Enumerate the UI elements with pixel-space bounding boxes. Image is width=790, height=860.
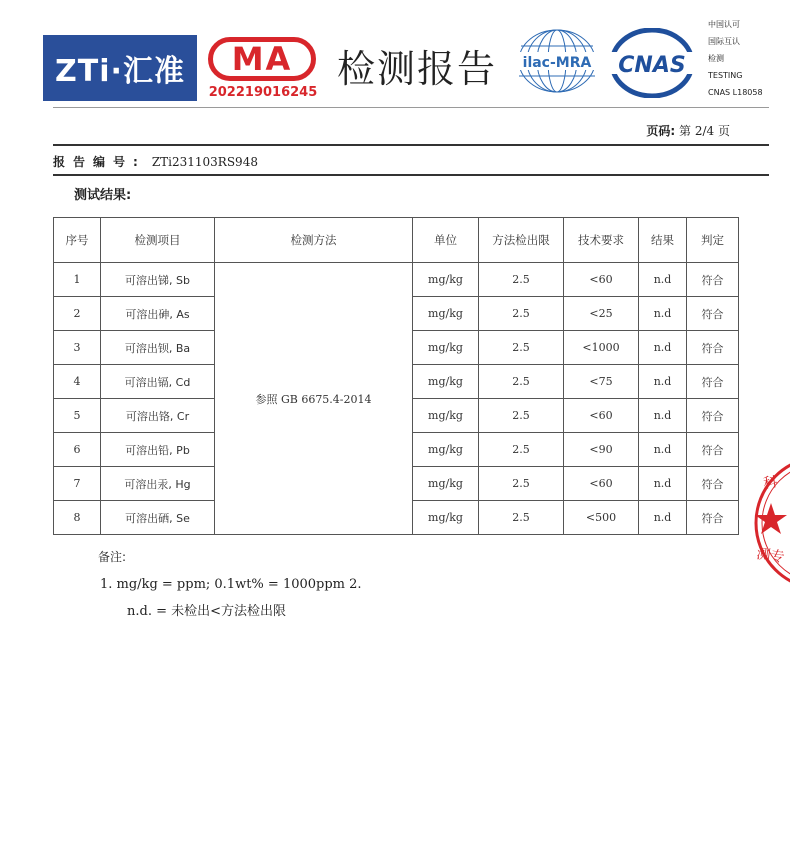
seal-star-icon (755, 503, 787, 534)
cell-requirement: <25 (564, 297, 639, 331)
cnas-info-line: CNAS L18058 (708, 88, 763, 97)
cma-number: 202219016245 (208, 85, 318, 100)
cell-limit: 2.5 (479, 433, 564, 467)
cell-requirement: <1000 (564, 331, 639, 365)
cell-limit: 2.5 (479, 365, 564, 399)
report-number-value: ZTi231103RS948 (151, 154, 258, 169)
cnas-info-line: 检测 (708, 54, 724, 63)
cell-result: n.d (639, 501, 687, 535)
cnas-info-line: 中国认可 (708, 20, 740, 29)
cell-verdict: 符合 (687, 501, 739, 535)
cell-verdict: 符合 (687, 331, 739, 365)
cell-requirement: <60 (564, 467, 639, 501)
cell-verdict: 符合 (687, 399, 739, 433)
cell-result: n.d (639, 467, 687, 501)
cell-no: 4 (54, 365, 101, 399)
inspection-seal (750, 458, 790, 588)
cell-no: 7 (54, 467, 101, 501)
cell-requirement: <500 (564, 501, 639, 535)
cnas-info-line: 国际互认 (708, 37, 740, 46)
cell-unit: mg/kg (413, 467, 479, 501)
column-header: 检测项目 (101, 218, 215, 263)
report-number-label: 报告编号: (53, 155, 146, 169)
table-row (54, 263, 739, 297)
section-title: 测试结果: (74, 188, 132, 203)
ilac-text: ilac-MRA (522, 55, 592, 71)
ilac-mra-logo (516, 26, 598, 96)
cell-limit: 2.5 (479, 263, 564, 297)
cell-item: 可溶出铅, Pb (101, 433, 215, 467)
header-divider (53, 107, 769, 108)
cell-unit: mg/kg (413, 399, 479, 433)
page-number (646, 122, 730, 139)
column-header: 判定 (687, 218, 739, 263)
cell-item: 可溶出镉, Cd (101, 365, 215, 399)
divider-top (53, 144, 769, 146)
cnas-accreditation-info (708, 16, 763, 101)
page-number-value: 第 2/4 页 (679, 124, 730, 138)
results-table (53, 217, 739, 535)
cell-limit: 2.5 (479, 331, 564, 365)
cell-item: 可溶出铬, Cr (101, 399, 215, 433)
cell-result: n.d (639, 365, 687, 399)
cell-verdict: 符合 (687, 297, 739, 331)
cell-item: 可溶出汞, Hg (101, 467, 215, 501)
cell-requirement: <75 (564, 365, 639, 399)
seal-text-top: 科 (762, 474, 779, 492)
cell-result: n.d (639, 297, 687, 331)
column-header: 检测方法 (215, 218, 413, 263)
cell-limit: 2.5 (479, 399, 564, 433)
cell-unit: mg/kg (413, 433, 479, 467)
cell-no: 3 (54, 331, 101, 365)
note-line: n.d. = 未检出<方法检出限 (127, 604, 287, 619)
cell-item: 可溶出锑, Sb (101, 263, 215, 297)
cell-no: 8 (54, 501, 101, 535)
cell-no: 6 (54, 433, 101, 467)
notes-title: 备注: (98, 550, 127, 564)
cell-result: n.d (639, 331, 687, 365)
cell-verdict: 符合 (687, 263, 739, 297)
cell-limit: 2.5 (479, 501, 564, 535)
cell-requirement: <90 (564, 433, 639, 467)
cell-verdict: 符合 (687, 433, 739, 467)
cma-logo (204, 35, 322, 107)
cell-requirement: <60 (564, 263, 639, 297)
cell-unit: mg/kg (413, 297, 479, 331)
column-header: 单位 (413, 218, 479, 263)
note-line: 1. mg/kg = ppm; 0.1wt% = 1000ppm 2. (100, 577, 362, 592)
cell-requirement: <60 (564, 399, 639, 433)
cell-limit: 2.5 (479, 467, 564, 501)
column-header: 结果 (639, 218, 687, 263)
cell-no: 2 (54, 297, 101, 331)
cnas-info-line: TESTING (708, 71, 743, 80)
table-header-row (54, 218, 739, 263)
cell-no: 1 (54, 263, 101, 297)
cell-limit: 2.5 (479, 297, 564, 331)
report-number (53, 153, 258, 170)
cnas-text: CNAS (618, 53, 686, 78)
cell-unit: mg/kg (413, 263, 479, 297)
cell-result: n.d (639, 399, 687, 433)
cell-item: 可溶出钡, Ba (101, 331, 215, 365)
cell-unit: mg/kg (413, 331, 479, 365)
page-number-label: 页码: (646, 124, 676, 138)
cell-verdict: 符合 (687, 365, 739, 399)
cell-item: 可溶出硒, Se (101, 501, 215, 535)
zti-logo: ZTi·汇准 (43, 35, 197, 101)
column-header: 方法检出限 (479, 218, 564, 263)
cma-mark: MA (208, 37, 316, 81)
cell-result: n.d (639, 433, 687, 467)
cell-no: 5 (54, 399, 101, 433)
cell-unit: mg/kg (413, 501, 479, 535)
report-title: 检测报告 (337, 47, 498, 91)
cell-unit: mg/kg (413, 365, 479, 399)
cell-item: 可溶出砷, As (101, 297, 215, 331)
cell-verdict: 符合 (687, 467, 739, 501)
seal-text-bottom: 测专 (755, 546, 786, 566)
cnas-logo (610, 28, 694, 98)
cell-method: 参照 GB 6675.4-2014 (215, 263, 413, 535)
column-header: 技术要求 (564, 218, 639, 263)
column-header: 序号 (54, 218, 101, 263)
cell-result: n.d (639, 263, 687, 297)
divider-bottom (53, 174, 769, 176)
